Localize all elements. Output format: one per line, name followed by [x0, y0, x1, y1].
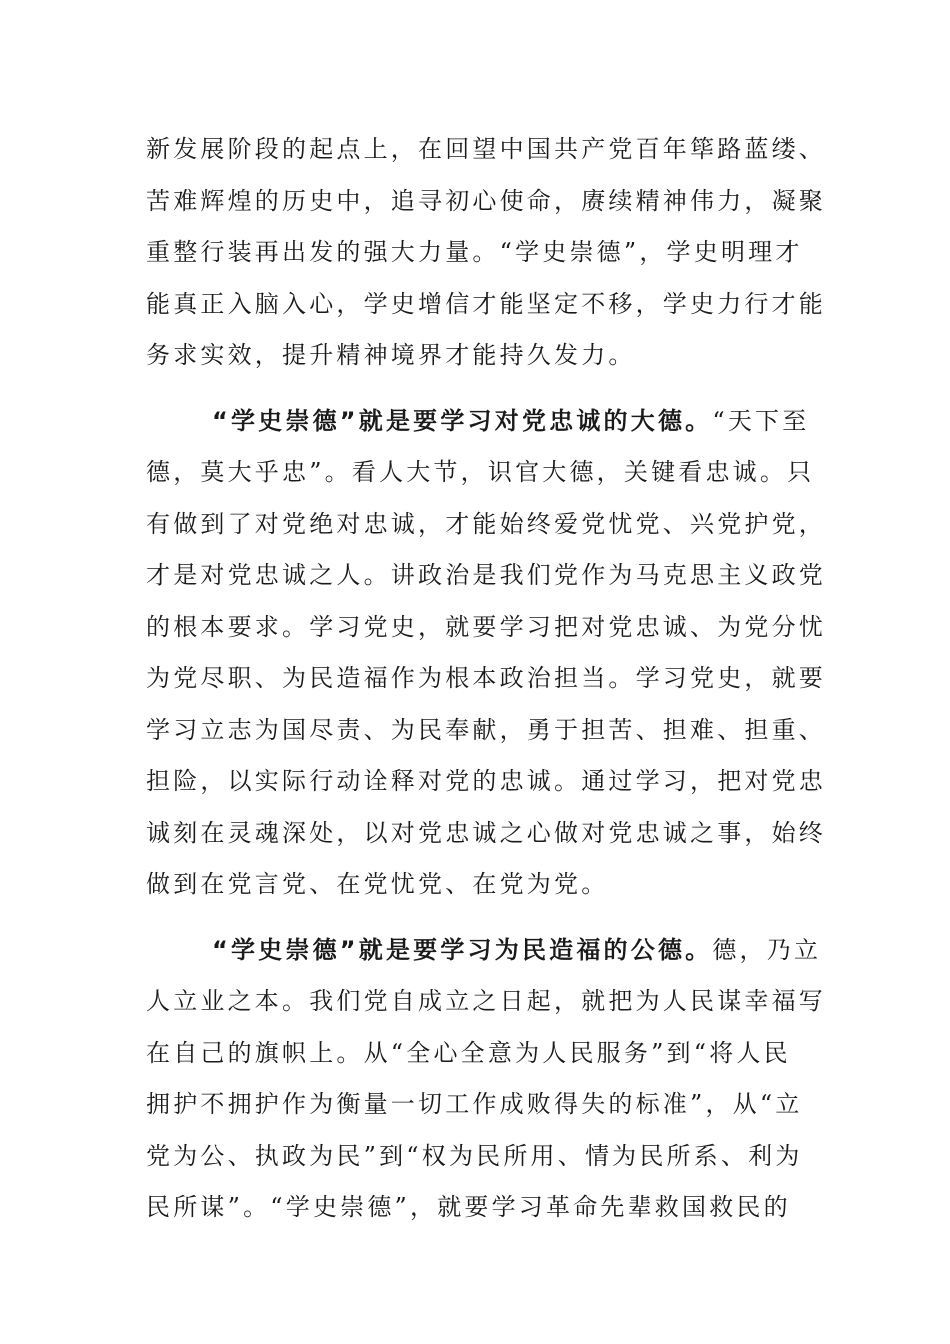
text-line: 为党尽职、为民造福作为根本政治担当。学习党史，就要 — [146, 664, 826, 692]
text-run: 德，乃立 — [712, 935, 822, 964]
text-line: 民所谋”。“学史崇德”，就要学习革命先辈救国救民的 — [146, 1193, 791, 1221]
document-page — [146, 124, 826, 1234]
paragraph-public-virtue — [146, 925, 826, 1234]
text-line: 有做到了对党绝对忠诚，才能始终爱党忧党、兴党护党， — [146, 509, 826, 538]
paragraph-lead-heading: “学史崇德”就是要学习对党忠诚的大德。 — [212, 406, 713, 435]
text-line-first — [146, 925, 822, 977]
text-line: 苦难辉煌的历史中，追寻初心使命，赓续精神伟力，凝聚 — [146, 186, 826, 215]
text-line: 人立业之本。我们党自成立之日起，就把为人民谋幸福写 — [146, 987, 826, 1015]
text-line: 在自己的旗帜上。从“全心全意为人民服务”到“将人民 — [146, 1038, 791, 1067]
text-line: 拥护不拥护作为衡量一切工作成败得失的标准”，从“立 — [146, 1090, 803, 1118]
text-run: “天下至 — [712, 406, 810, 435]
text-line: 重整行装再出发的强大力量。“学史崇德”，学史明理才 — [146, 238, 803, 266]
text-line: 做到在党言党、在党忧党、在党为党。 — [146, 870, 609, 898]
text-line: 学习立志为国尽责、为民奉献，勇于担苦、担难、担重、 — [146, 715, 826, 744]
paragraph-intro — [146, 124, 826, 382]
text-line: 诚刻在灵魂深处，以对党忠诚之心做对党忠诚之事，始终 — [146, 818, 826, 847]
text-line: 务求实效，提升精神境界才能持久发力。 — [146, 341, 636, 369]
paragraph-loyalty — [146, 396, 826, 911]
text-line: 才是对党忠诚之人。讲政治是我们党作为马克思主义政党 — [146, 561, 826, 589]
text-line: 能真正入脑入心，学史增信才能坚定不移，学史力行才能 — [146, 289, 826, 318]
text-line: 德，莫大乎忠”。看人大节，识官大德，关键看忠诚。只 — [146, 458, 815, 486]
text-line: 新发展阶段的起点上，在回望中国共产党百年筚路蓝缕、 — [146, 135, 826, 163]
text-line: 的根本要求。学习党史，就要学习把对党忠诚、为党分忧 — [146, 612, 826, 641]
text-line: 担险，以实际行动诠释对党的忠诚。通过学习，把对党忠 — [146, 767, 826, 795]
paragraph-lead-heading: “学史崇德”就是要学习为民造福的公德。 — [212, 935, 713, 964]
text-line-first — [146, 396, 810, 448]
text-line: 党为公、执政为民”到“权为民所用、情为民所系、利为 — [146, 1141, 803, 1170]
